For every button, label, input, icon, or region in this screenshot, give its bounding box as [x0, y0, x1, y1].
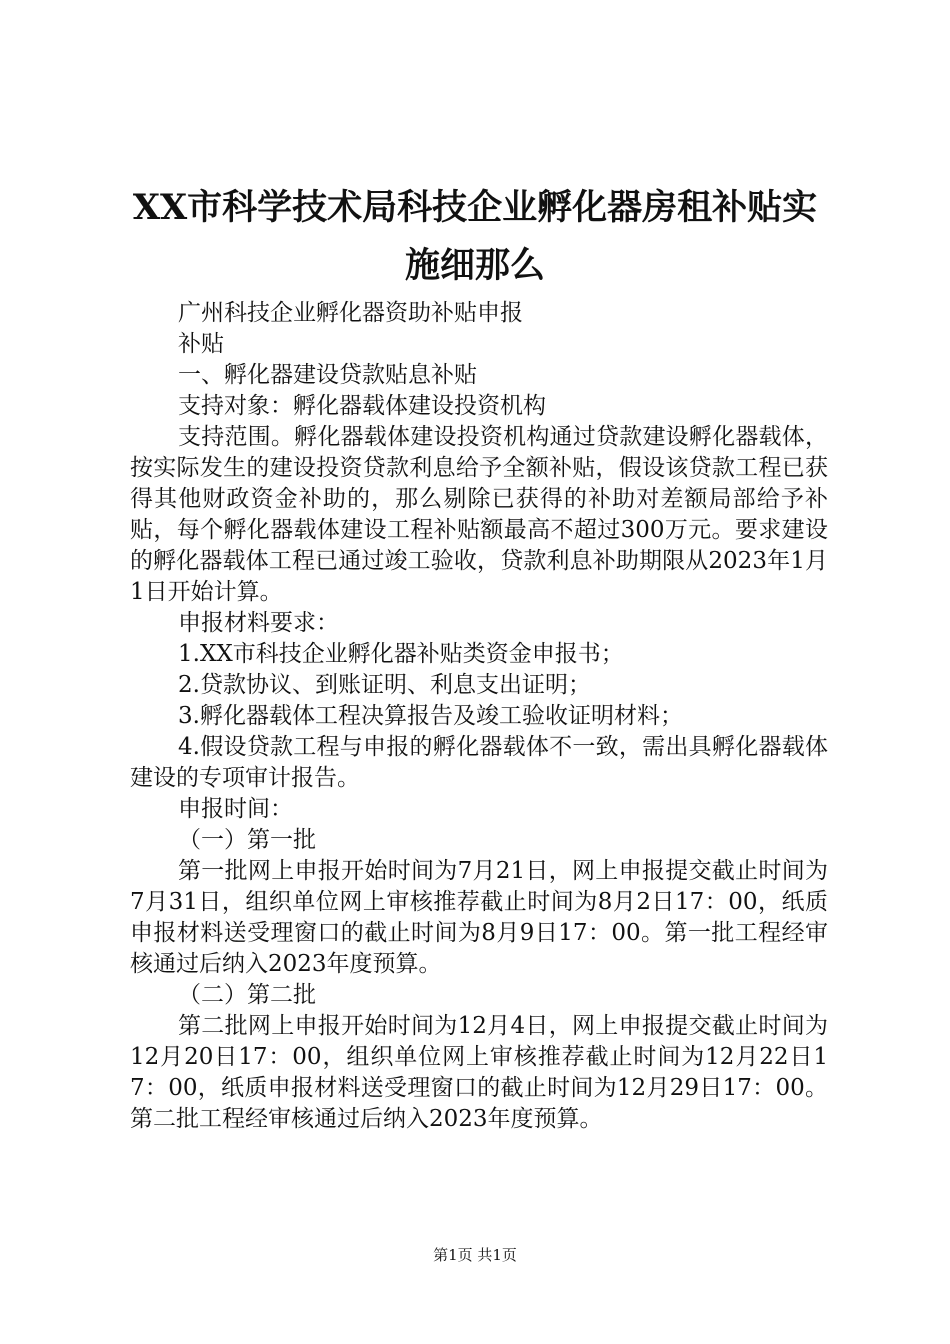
paragraph-section-one: 一、孵化器建设贷款贴息补贴	[178, 362, 477, 388]
paragraph-material-4: 4.假设贷款工程与申报的孵化器载体不一致，需出具孵化器载体建设的专项审计报告。	[130, 734, 828, 791]
document-body	[130, 298, 828, 1135]
paragraph-material-3: 3.孵化器载体工程决算报告及竣工验收证明材料；	[178, 703, 683, 729]
document-title-line-2: 施细那么	[404, 245, 545, 286]
paragraph-subsidy: 补贴	[178, 331, 224, 357]
paragraph-support-target: 支持对象：孵化器载体建设投资机构	[178, 393, 546, 419]
paragraph-batch-1-detail: 第一批网上申报开始时间为7月21日，网上申报提交截止时间为7月31日，组织单位网上审核推荐截止时间为8月2日17：00，纸质申报材料送受理窗口的截止时间为8月9日17：00。第一批工程经审核通过后纳入2023年度预算。	[130, 858, 828, 977]
paragraph-support-scope: 支持范围。孵化器载体建设投资机构通过贷款建设孵化器载体，按实际发生的建设投资贷款利息给予全额补贴，假设该贷款工程已获得其他财政资金补助的，那么剔除已获得的补助对差额局部给予补贴，每个孵化器载体建设工程补贴额最高不超过300万元。要求建设的孵化器载体工程已通过竣工验收，贷款利息补助期限从2023年1月1日开始计算。	[130, 424, 828, 605]
paragraph-heading: 广州科技企业孵化器资助补贴申报	[178, 300, 523, 326]
paragraph-batch-2-heading: （二）第二批	[178, 982, 316, 1008]
paragraph-material-1: 1.XX市科技企业孵化器补贴类资金申报书；	[178, 641, 624, 667]
page-footer: 第1页 共1页	[433, 1246, 517, 1264]
paragraph-materials-heading: 申报材料要求：	[178, 610, 339, 636]
paragraph-time-heading: 申报时间：	[178, 796, 293, 822]
paragraph-material-2: 2.贷款协议、到账证明、利息支出证明；	[178, 672, 591, 698]
paragraph-batch-2-detail: 第二批网上申报开始时间为12月4日，网上申报提交截止时间为12月20日17：00，组织单位网上审核推荐截止时间为12月22日17：00，纸质申报材料送受理窗口的截止时间为12月29日17：00。第二批工程经审核通过后纳入2023年度预算。	[130, 1013, 828, 1132]
paragraph-batch-1-heading: （一）第一批	[178, 827, 316, 853]
document-title-line-1: XX市科学技术局科技企业孵化器房租补贴实	[132, 187, 818, 228]
